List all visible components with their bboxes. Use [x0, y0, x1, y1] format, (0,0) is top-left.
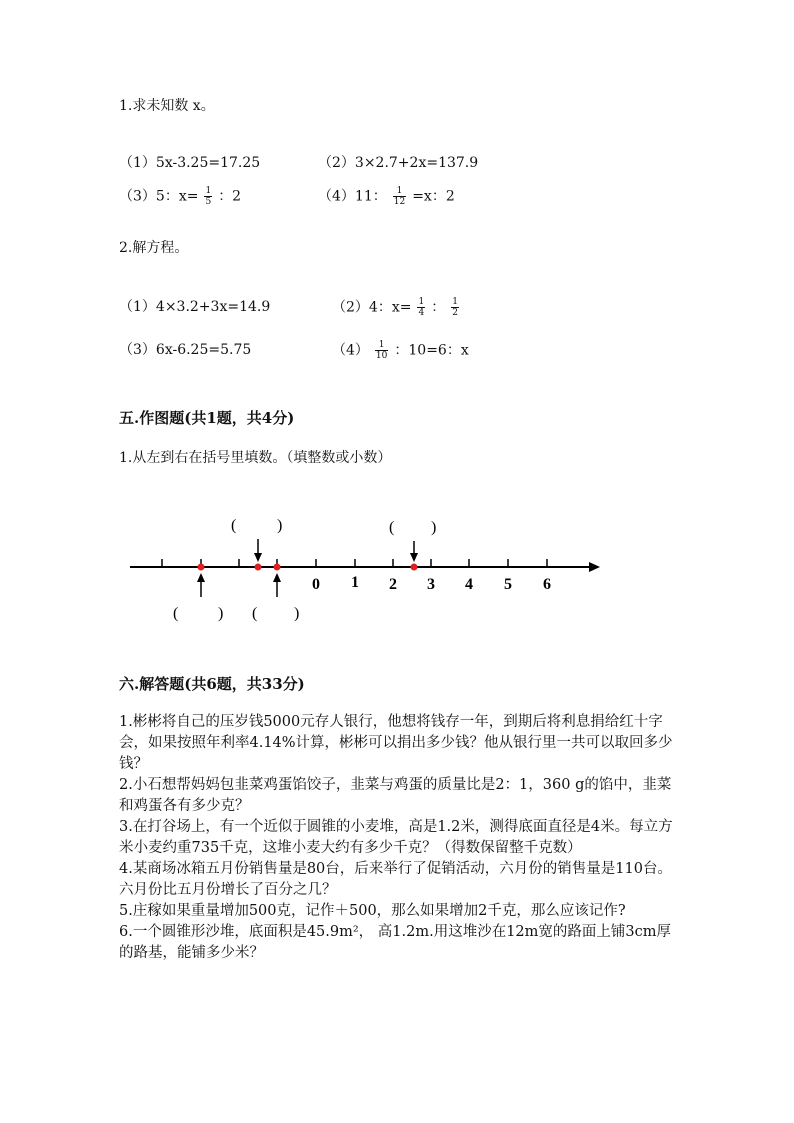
problem-item: 5.庄稼如果重量增加500克，记作＋500，那么如果增加2千克，那么应该记作? — [119, 903, 626, 919]
q1-title: 1.求未知数 x。 — [119, 98, 215, 114]
fraction-denominator: 5 — [205, 197, 212, 207]
q2-item-2-prefix: （2）4：x= — [332, 299, 412, 316]
fraction-denominator: 12 — [393, 197, 406, 207]
tick-label: 0 — [312, 576, 320, 593]
q1-item-3 — [119, 186, 241, 207]
fraction-denominator: 4 — [418, 308, 425, 318]
tick-label: 3 — [427, 576, 435, 593]
up-arrow-icon — [273, 573, 281, 597]
q1-item-2: （2）3×2.7+2x=137.9 — [318, 155, 479, 171]
fraction-numerator: 1 — [205, 186, 212, 196]
section-heading-drawing: 五.作图题(共1题，共4分) — [119, 409, 295, 427]
answer-blank-open: ( — [231, 517, 237, 534]
q1-item-4-suffix: =x：2 — [412, 188, 455, 205]
q1-item-3-suffix: ：2 — [218, 188, 242, 205]
fraction-numerator: 1 — [396, 186, 403, 196]
answer-blank-close: ) — [218, 605, 224, 622]
problem-item: 6.一个圆锥形沙堆，底面积是45.9m²， 高1.2m.用这堆沙在12m宽的路面上铺3cm厚的路基，能铺多少米？ — [119, 924, 672, 961]
answer-blank-open: ( — [252, 605, 258, 622]
fraction-numerator: 1 — [378, 340, 385, 350]
answer-blank-open: ( — [389, 519, 395, 536]
q2-item-4-suffix: ：10=6：x — [394, 342, 469, 359]
fraction-denominator: 2 — [452, 308, 458, 318]
q1-item-3-prefix: （3）5：x= — [119, 188, 199, 205]
marked-point — [198, 564, 205, 571]
tick-label: 5 — [504, 576, 512, 593]
marked-point — [255, 564, 262, 571]
fraction — [375, 340, 388, 361]
problem-item: 1.彬彬将自己的压岁钱5000元存人银行，他想将钱存一年，到期后将利息捐给红十字会，如果按照年利率4.14%计算，彬彬可以捐出多少钱？他从银行里一共可以取回多少钱？ — [119, 714, 673, 772]
q2-item-4-prefix: （4） — [332, 342, 369, 359]
section-heading-answers: 六.解答题(共6题，共33分) — [119, 675, 305, 693]
tick-label: 1 — [351, 574, 359, 591]
down-arrow-icon — [410, 541, 418, 562]
marked-point — [411, 564, 418, 571]
number-line-arrowhead — [589, 562, 600, 572]
answer-blank-close: ) — [277, 517, 283, 534]
down-arrow-icon — [254, 539, 262, 562]
q2-item-3: （3）6x-6.25=5.75 — [119, 342, 252, 358]
tick-label: 6 — [543, 576, 551, 593]
q2-title: 2.解方程。 — [119, 240, 189, 256]
ratio-separator: ： — [431, 299, 446, 316]
problem-item: 3.在打谷场上，有一个近似于圆锥的小麦堆，高是1.2米，测得底面直径是4米。每立方米小麦约重735千克，这堆小麦大约有多少千克？（得数保留整千克数） — [119, 819, 673, 856]
fraction-numerator: 1 — [452, 297, 458, 307]
number-line-figure — [0, 500, 794, 640]
problem-item: 4.某商场冰箱五月份销售量是80台，后来举行了促销活动，六月份的销售量是110台。六月份比五月份增长了百分之几？ — [119, 861, 672, 898]
tick-label: 2 — [389, 576, 397, 593]
q2-item-2 — [332, 297, 465, 318]
answer-blank-close: ) — [294, 605, 300, 622]
number-line-ticks — [162, 559, 547, 567]
fraction — [451, 297, 459, 318]
q2-item-1: （1）4×3.2+3x=14.9 — [119, 299, 271, 315]
q1-item-1: （1）5x-3.25=17.25 — [119, 155, 261, 171]
q2-item-4 — [332, 340, 469, 361]
marked-point — [274, 564, 281, 571]
tick-label: 4 — [465, 576, 473, 593]
answer-blank-close: ) — [431, 519, 437, 536]
fraction — [393, 186, 406, 207]
fraction — [204, 186, 212, 207]
fraction-numerator: 1 — [418, 297, 425, 307]
q1-item-4 — [318, 186, 455, 207]
q1-item-4-prefix: （4）11： — [318, 188, 387, 205]
up-arrow-icon — [197, 573, 205, 597]
problem-item: 2.小石想帮妈妈包韭菜鸡蛋馅饺子，韭菜与鸡蛋的质量比是2：1，360 g的馅中，韭菜和鸡蛋各有多少克？ — [119, 777, 672, 814]
problem-list — [119, 712, 679, 964]
drawing-instruction: 1.从左到右在括号里填数。（填整数或小数） — [119, 450, 392, 466]
fraction-denominator: 10 — [375, 351, 388, 361]
fraction — [417, 297, 425, 318]
answer-blank-open: ( — [173, 605, 179, 622]
